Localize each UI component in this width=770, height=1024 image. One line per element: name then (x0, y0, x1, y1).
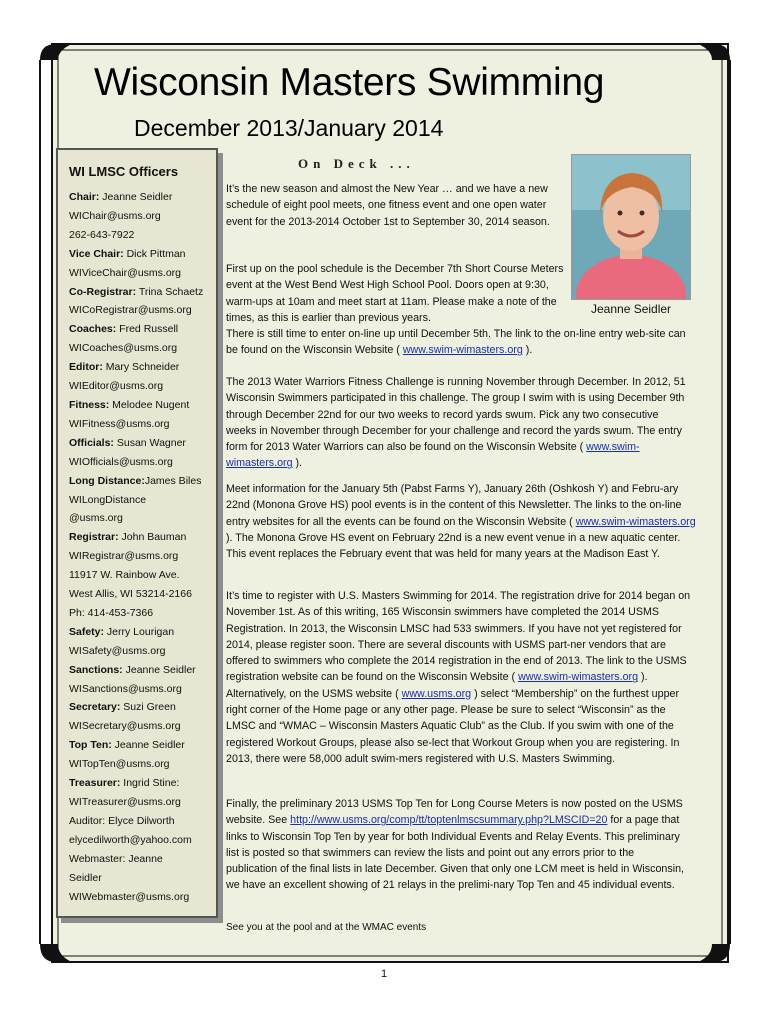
officer-detail: 262-643-7922 (69, 228, 135, 241)
officer-line (69, 301, 216, 320)
officer-line (69, 604, 216, 623)
paragraph-pool-schedule (226, 261, 568, 326)
water-warriors-end: ). (292, 457, 303, 470)
newsletter-date: December 2013/January 2014 (134, 115, 444, 141)
meet-info-text: Meet information for the January 5th (Pabst Farms Y), January 26th (Oshkosh Y) and Febru-ary 22nd (Monona Grove HS) pool events is in the content of this Newsletter. The links to the on-line entry websites for all the events can be found on the Wisconsin Website ( (226, 483, 682, 528)
officer-line (69, 283, 216, 302)
officer-line (69, 831, 216, 850)
officer-line (69, 509, 216, 528)
officer-line (69, 736, 216, 755)
water-warriors-text: The 2013 Water Warriors Fitness Challenge is running November through December. In 2012, 51 Wisconsin Swimmers participated in this challenge. The group I swim with is using December 9th through December 22nd for our two weeks to record yards swum. Pick any two consecutive weeks in November through December for your challenge and record the yards swum. The entry form for 2013 Water Warriors can also be found on the Wisconsin Website ( (226, 376, 686, 454)
officer-role: Secretary: (69, 701, 121, 714)
officer-detail: Melodee Nugent (109, 398, 190, 411)
officer-role: Long Distance: (69, 474, 145, 487)
officer-role: Vice Chair: (69, 247, 124, 260)
paragraph-top-ten (226, 796, 688, 894)
sidebar-heading: WI LMSC Officers (69, 164, 179, 179)
officer-line (69, 320, 216, 339)
officer-detail: Jeanne Seidler (99, 191, 173, 203)
officer-role: Officials: (69, 436, 114, 449)
officer-detail: Dick Pittman (123, 247, 186, 260)
officer-line (69, 642, 216, 661)
officer-line (69, 358, 216, 377)
officer-line (69, 888, 216, 907)
officer-detail: James Biles (144, 474, 202, 487)
officer-line (69, 585, 216, 604)
paragraph-water-warriors (226, 374, 688, 472)
officer-detail: WICoaches@usms.org (69, 342, 178, 355)
officer-detail: Webmaster: Jeanne (69, 852, 163, 865)
officer-line (69, 415, 216, 434)
officers-sidebar (56, 148, 218, 918)
officer-role: Editor: (69, 361, 103, 374)
officer-role: Safety: (69, 625, 105, 638)
officer-line (69, 755, 216, 774)
closing-line: See you at the pool and at the WMAC events (226, 922, 427, 933)
registration-text-end: ) select “Membership” on the furthest upper right corner of the Home page or any other page. Please be sure to select “Wisconsin” as the LMSC and “WMAC – Wisconsin Masters Aquatic Club” as the Club. If you swim with one of the registered Workout Groups, please also se-lect that Workout Group when you are registering. In 2013, there were 58,000 adult swim-mers registered with U.S. Masters Swimming. (226, 687, 680, 765)
water-warriors-link[interactable]: www.swim-wimasters.org (226, 441, 640, 470)
officer-detail: WIWebmaster@usms.org (69, 890, 190, 903)
officer-detail: WISanctions@usms.org (69, 682, 182, 695)
officer-line (69, 377, 216, 396)
officer-detail: WIChair@usms.org (69, 209, 161, 222)
meet-info-end: ). The Monona Grove HS event on February 22nd is a new event venue in a new aquatic center. This event replaces the February event that was held for many years at the Madison East Y. (226, 531, 681, 561)
officer-line (69, 661, 216, 680)
officer-line (69, 812, 216, 831)
officer-role: Registrar: (69, 531, 119, 544)
intro-text: It’s the new season and almost the New Year … and we have a new schedule of eight pool meets, one fitness event and one open water event for the 2013-2014 October 1st to September 30, 2014 season. (226, 183, 550, 228)
officer-line (69, 623, 216, 642)
photo-caption: Jeanne Seidler (591, 302, 672, 316)
officer-detail: 11917 W. Rainbow Ave. (69, 569, 180, 582)
officer-detail: WIEditor@usms.org (69, 380, 164, 393)
officer-line (69, 547, 216, 566)
officer-line (69, 434, 216, 453)
officer-detail: WIRegistrar@usms.org (69, 550, 179, 563)
officer-detail: @usms.org (69, 512, 123, 525)
officer-line (69, 850, 216, 869)
top-ten-link[interactable]: http://www.usms.org/comp/tt/toptenlmscsummary.php?LMSCID=20 (290, 814, 608, 827)
officer-role: Top Ten: (69, 739, 112, 752)
officer-detail: WISecretary@usms.org (69, 720, 181, 733)
entry-deadline-end: ). (522, 344, 533, 357)
officer-detail: John Bauman (118, 531, 187, 544)
officer-line (69, 698, 216, 717)
officer-detail: elycedilworth@yahoo.com (69, 833, 192, 846)
officer-detail: WITreasurer@usms.org (69, 796, 181, 808)
officer-detail: Ingrid Stine: (120, 777, 180, 790)
section-title: On Deck ... (298, 156, 415, 171)
officer-detail: WIViceChair@usms.org (69, 266, 181, 279)
top-ten-text-end: for a page that links to Wisconsin Top Ten by year for both Individual Events and Relay Events. This preliminary list is posted so that swimmers can review the lists and point out any errors prior to the publication of the final lists in late December. Given that only one LCM meet is held in Wisconsin, we have an excellent showing of 21 relays in the prelimi-nary Top Ten and 45 individual events. (226, 814, 685, 892)
officer-line (69, 472, 216, 491)
portrait-image (572, 155, 690, 299)
officer-line (69, 453, 216, 472)
officer-detail: WIOfficials@usms.org (69, 455, 173, 468)
officer-role: Sanctions: (69, 663, 123, 676)
paragraph-intro (226, 181, 568, 230)
officer-line (69, 339, 216, 358)
officer-detail: Suzi Green (120, 701, 176, 714)
officer-detail: WITopTen@usms.org (69, 758, 170, 771)
officer-detail: WIFitness@usms.org (69, 417, 170, 430)
officer-detail: Fred Russell (116, 323, 179, 336)
officer-line (69, 396, 216, 415)
officer-line (69, 528, 216, 547)
officer-detail: Seidler (69, 871, 102, 884)
officer-detail: Auditor: Elyce Dilworth (69, 814, 175, 827)
usms-website-link[interactable]: www.usms.org (401, 687, 472, 700)
officer-line (69, 264, 216, 283)
officer-detail: Susan Wagner (113, 436, 186, 449)
officer-detail: WISafety@usms.org (69, 644, 166, 657)
registration-wisconsin-link[interactable]: www.swim-wimasters.org (518, 671, 639, 684)
officer-line (69, 774, 216, 793)
officer-line (69, 226, 216, 245)
officer-line (69, 491, 216, 510)
officer-line (69, 869, 216, 888)
entry-deadline-text: There is still time to enter on-line up until December 5th. The link to the on-line entry web-site can be found on the Wisconsin Website ( (226, 328, 686, 357)
page-number: 1 (381, 968, 388, 980)
officer-line (69, 717, 216, 736)
officer-detail: West Allis, WI 53214-2166 (69, 588, 192, 601)
officer-detail: Jeanne Seidler (122, 663, 196, 676)
officer-line (69, 245, 216, 264)
officer-detail: Jerry Lourigan (104, 625, 175, 638)
officer-line (69, 188, 216, 207)
wisconsin-website-link[interactable]: www.swim-wimasters.org (402, 344, 523, 357)
officer-role: Fitness: (69, 398, 110, 411)
paragraph-meet-info (226, 481, 696, 562)
officer-detail: WILongDistance (69, 493, 147, 506)
officer-role: Treasurer: (69, 777, 121, 790)
paragraph-entry-deadline (226, 326, 688, 359)
officer-detail: Jeanne Seidler (111, 739, 185, 752)
paragraph-registration (226, 588, 696, 767)
officer-line (69, 207, 216, 226)
top-ten-text: Finally, the preliminary 2013 USMS Top Ten for Long Course Meters is now posted on the USMS website. See (226, 798, 683, 827)
officer-role: Co-Registrar: (69, 285, 137, 298)
pool-schedule-text: First up on the pool schedule is the December 7th Short Course Meters event at the West Bend West High School Pool. Doors open at 9:30, warm-ups at 10am and meet start at 11am. Please make a note of the times, as this is earlier than previous years. (226, 263, 564, 324)
portrait-photo (571, 154, 691, 300)
officer-line (69, 680, 216, 699)
officer-line (69, 566, 216, 585)
registration-text: It’s time to register with U.S. Masters Swimming for 2014. The registration drive for 2014 began on November 1st. As of this writing, 165 Wisconsin swimmers have completed the 2014 USMS Registration. In 2013, the Wisconsin LMSC had 533 swimmers. If you have not yet registered for 2014, please register soon. There are several discounts with USMS part-ner vendors that are offered to swimmers who complete the 2014 registration in the end of 2013. The link to the USMS registration website can be found on the Wisconsin Website ( (226, 590, 691, 684)
officer-detail: WICoRegistrar@usms.org (69, 304, 192, 317)
officer-detail: Mary Schneider (102, 361, 180, 374)
officer-role: Chair: (69, 191, 100, 203)
officer-detail: Ph: 414-453-7366 (69, 606, 154, 619)
officers-list (69, 188, 216, 906)
officer-detail: Trina Schaetz (136, 285, 204, 298)
newsletter-title: Wisconsin Masters Swimming (94, 61, 605, 104)
meet-info-link[interactable]: www.swim-wimasters.org (575, 515, 696, 528)
officer-line (69, 793, 216, 812)
registration-text-mid: ). Alternatively, on the USMS website ( (226, 671, 648, 700)
officer-role: Coaches: (69, 323, 117, 336)
